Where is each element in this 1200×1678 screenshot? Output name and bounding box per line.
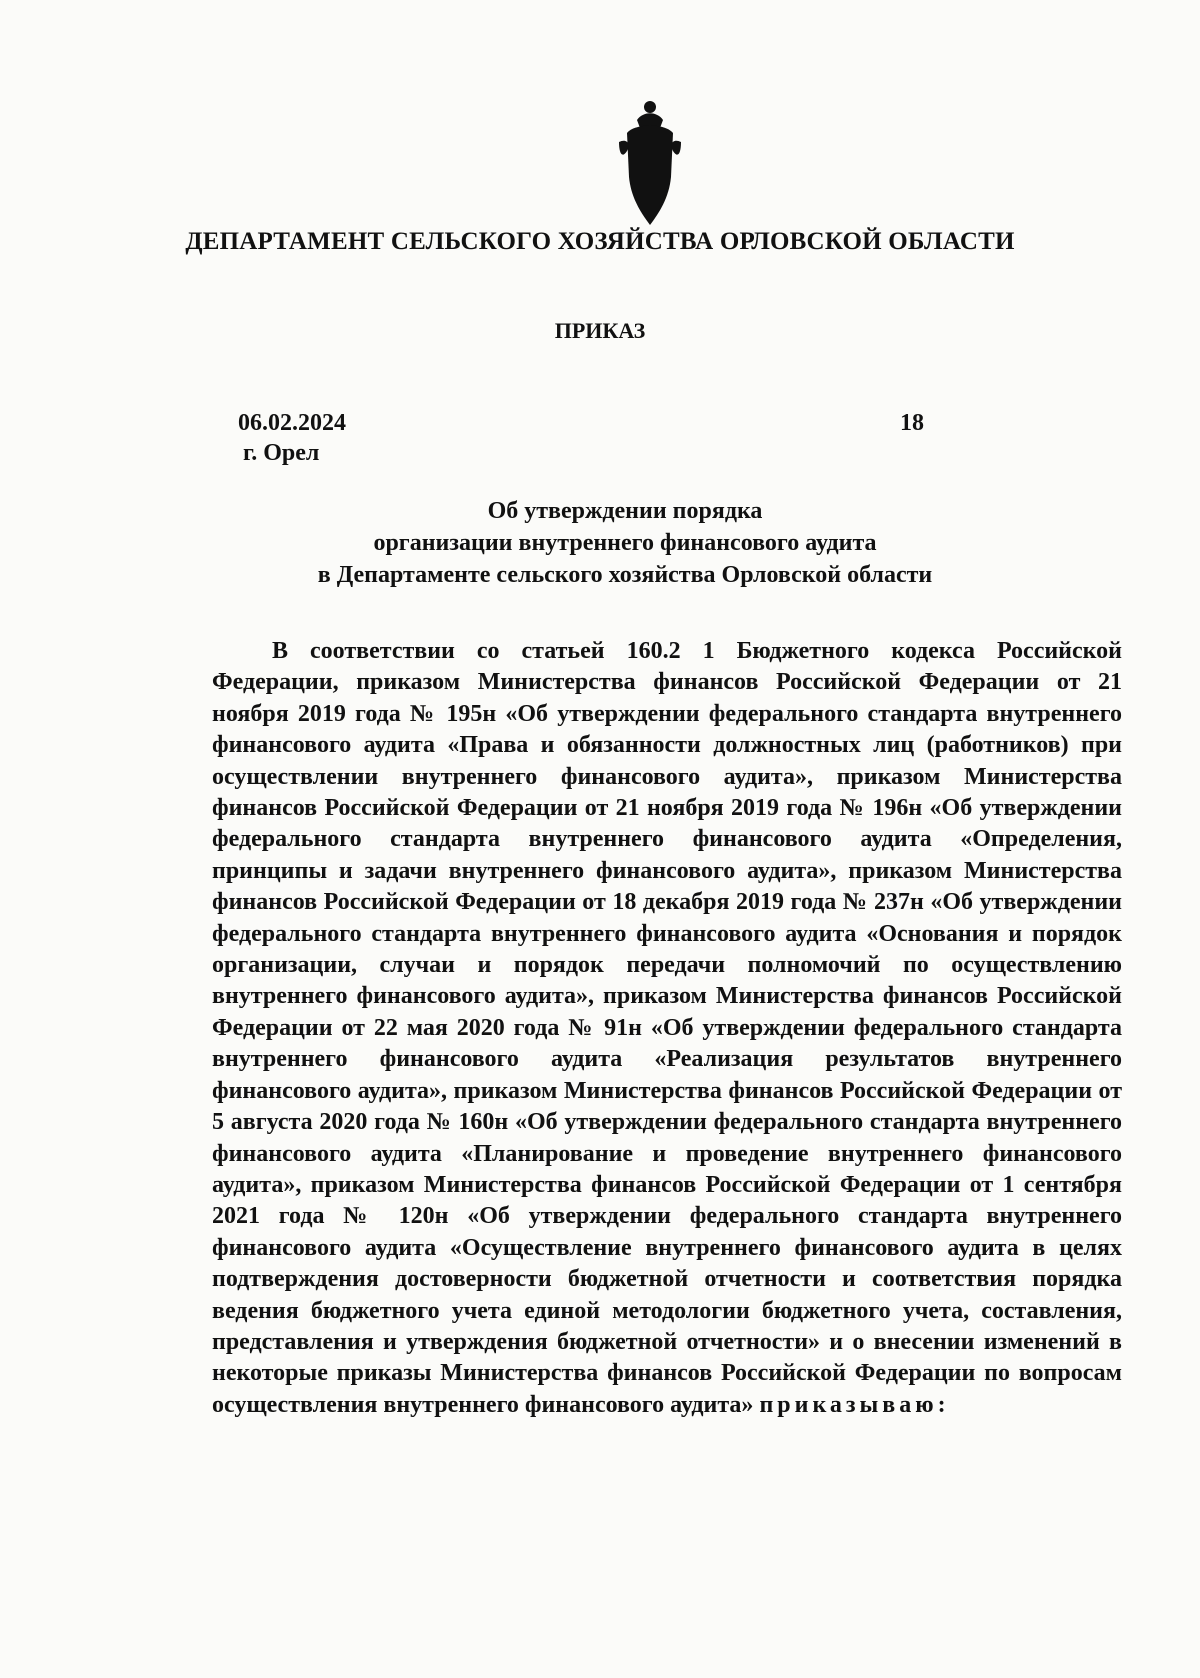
subject-line-2: организации внутреннего финансового аудита xyxy=(373,530,877,556)
subject-line-1: Об утверждении порядка xyxy=(487,498,763,524)
document-body xyxy=(212,636,1122,1421)
document-subject xyxy=(150,495,1100,591)
organization-name: ДЕПАРТАМЕНТ СЕЛЬСКОГО ХОЗЯЙСТВА ОРЛОВСКОЙ ОБЛАСТИ xyxy=(185,228,1015,255)
closing-word: приказываю: xyxy=(759,1391,950,1418)
coat-of-arms-emblem-icon xyxy=(615,95,685,230)
document-number: 18 xyxy=(900,410,924,436)
body-paragraph: В соответствии со статьей 160.2 1 Бюджетного кодекса Российской Федерации, приказом Министерства финансов Российской Федерации от 21 ноября 2019 года № 195н «Об утверждении федерального стандарта внутреннего финансового аудита «Права и обязанности должностных лиц (работников) при осуществлении внутреннего финансового аудита», приказом Министерства финансов Российской Федерации от 21 ноября 2019 года № 196н «Об утверждении федерального стандарта внутреннего финансового аудита «Определения, принципы и задачи внутреннего финансового аудита», приказом Министерства финансов Российской Федерации от 18 декабря 2019 года № 237н «Об утверждении федерального стандарта внутреннего финансового аудита «Основания и порядок организации, случаи и порядок передачи полномочий по осуществлению внутреннего финансового аудита», приказом Министерства финансов Российской Федерации от 22 мая 2020 года № 91н «Об утверждении федерального стандарта внутреннего финансового аудита «Реализация результатов внутреннего финансового аудита», приказом Министерства финансов Российской Федерации от 5 августа 2020 года № 160н «Об утверждении федерального стандарта внутреннего финансового аудита «Планирование и проведение внутреннего финансового аудита», приказом Министерства финансов Российской Федерации от 1 сентября 2021 года № 120н «Об утверждении федерального стандарта внутреннего финансового аудита «Осуществление внутреннего финансового аудита в целях подтверждения достоверности бюджетной отчетности и соответствия порядка ведения бюджетного учета единой методологии бюджетного учета, составления, представления и утверждения бюджетной отчетности» и о внесении изменений в некоторые приказы Министерства финансов Российской Федерации по вопросам осуществления внутреннего финансового аудита» xyxy=(212,638,1122,1418)
document-date: 06.02.2024 xyxy=(238,410,346,436)
subject-line-3: в Департаменте сельского хозяйства Орловской области xyxy=(317,562,933,588)
document-city: г. Орел xyxy=(243,440,320,466)
document-type: ПРИКАЗ xyxy=(554,318,646,343)
